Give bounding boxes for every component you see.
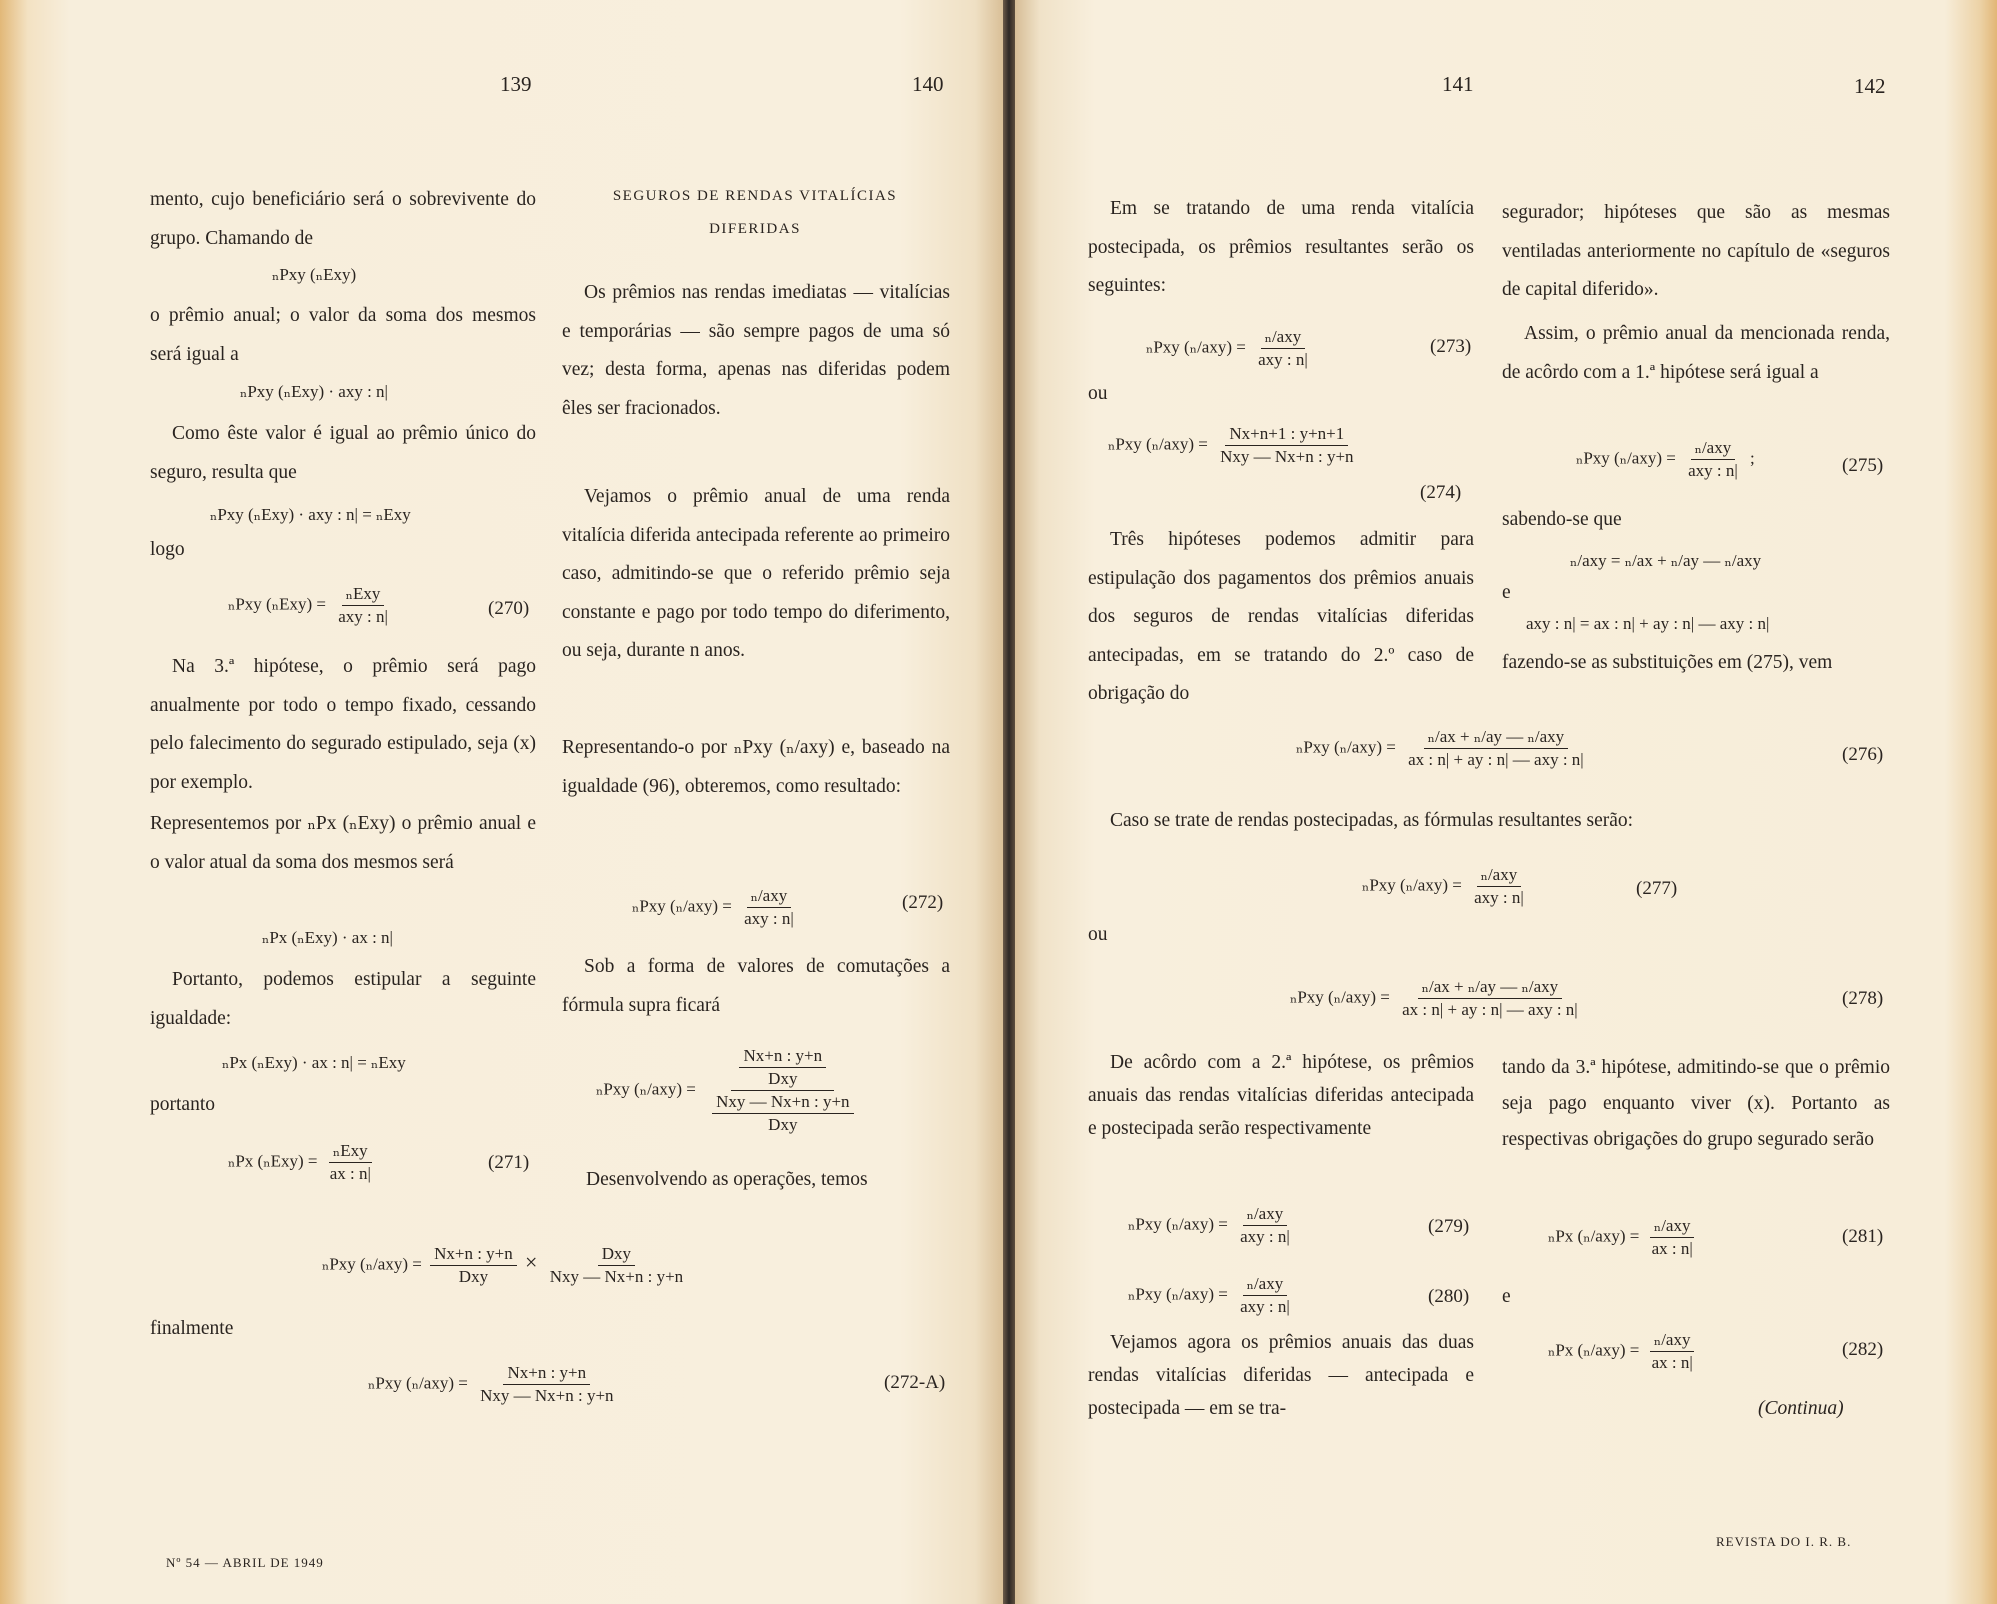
equation-number-274: (274) <box>1420 482 1462 503</box>
formula-278-lhs: ₙPxy (ₙ/axy) = <box>1290 987 1390 1007</box>
book-gutter <box>1003 0 1015 1604</box>
p140-section-heading-line1: SEGUROS DE RENDAS VITALÍCIAS <box>612 188 898 204</box>
formula-281-lhs: ₙPx (ₙ/axy) = <box>1548 1226 1640 1246</box>
formula-276-numerator: ₙ/ax + ₙ/ay — ₙ/axy <box>1424 727 1568 749</box>
p139-paragraph-4: Na 3.ª hipótese, o prêmio será pago anualmente por todo o tempo fixado, cessando pelo falecimento do segurado estipulado, seja (x) por exemplo. <box>150 656 536 793</box>
p142-footer: REVISTA DO I. R. B. <box>1716 1534 1852 1549</box>
formula-product-numerator-2: Dxy <box>598 1244 635 1266</box>
p142-paragraph-3: fazendo-se as substituições em (275), vem <box>1502 652 1833 673</box>
formula-280-fraction <box>1236 1274 1294 1317</box>
formula-274-fraction <box>1216 424 1357 467</box>
formula-281-fraction <box>1648 1216 1697 1259</box>
formula-277-numerator: ₙ/axy <box>1477 865 1522 887</box>
p142-paragraph-2: Assim, o prêmio anual da mencionada renda, de acôrdo com a 1.ª hipótese será igual a <box>1502 323 1890 383</box>
p140-paragraph-1: Os prêmios nas rendas imediatas — vitalícias e temporárias — são sempre pagos de uma só vez; desta forma, apenas nas diferidas podem êles ser fracionados. <box>562 282 950 419</box>
formula-279 <box>1128 1204 1298 1247</box>
formula-271-numerator: ₙExy <box>329 1141 372 1163</box>
formula-279-denominator: axy : n| <box>1240 1227 1290 1246</box>
formula-282-fraction <box>1648 1330 1697 1373</box>
formula-277-fraction <box>1470 865 1528 908</box>
formula-274-denominator: Nxy — Nx+n : y+n <box>1220 447 1354 466</box>
p140-paragraph-5: Desenvolvendo as operações, temos <box>586 1169 868 1190</box>
formula-commutation-top-numerator: Nx+n : y+n <box>739 1046 826 1068</box>
formula-276-denominator: ax : n| + ay : n| — axy : n| <box>1408 750 1584 769</box>
formula-274-numerator: Nx+n+1 : y+n+1 <box>1225 424 1348 446</box>
formula-commutation-top-fraction <box>739 1046 826 1089</box>
formula-270-denominator: axy : n| <box>338 607 388 626</box>
equation-number-272: (272) <box>902 892 944 913</box>
formula-270-fraction <box>334 584 392 627</box>
p139-formula-2: ₙPxy (ₙExy) · axy : n| <box>240 382 388 401</box>
formula-273-numerator: ₙ/axy <box>1261 327 1306 349</box>
formula-272-denominator: axy : n| <box>744 909 794 928</box>
p139-formula-5: ₙPx (ₙExy) · ax : n| = ₙExy <box>222 1053 406 1072</box>
formula-272a <box>368 1363 622 1406</box>
p139-formula-3: ₙPxy (ₙExy) · axy : n| = ₙExy <box>210 505 411 524</box>
formula-275-lhs: ₙPxy (ₙ/axy) = <box>1576 448 1676 468</box>
page-number-139: 139 <box>500 72 532 96</box>
formula-product-lhs: ₙPxy (ₙ/axy) = <box>322 1254 422 1274</box>
p141-paragraph-2: Três hipóteses podemos admitir para estipulação dos pagamentos dos prêmios anuais dos seguros de rendas vitalícias diferidas antecipadas, em se tratando do 2.º caso de obrigação do <box>1088 529 1474 704</box>
equation-number-277: (277) <box>1636 878 1678 899</box>
formula-274-lhs: ₙPxy (ₙ/axy) = <box>1108 434 1208 454</box>
p142-paragraph-4: tando da 3.ª hipótese, admitindo-se que o prêmio seja pago enquanto viver (x). Portanto as respectivas obrigações do grupo segurado serão <box>1502 1057 1890 1150</box>
formula-278-denominator: ax : n| + ay : n| — axy : n| <box>1402 1000 1578 1019</box>
p139-logo-word: logo <box>150 539 185 560</box>
formula-281 <box>1548 1216 1701 1259</box>
p139-paragraph-1: mento, cujo beneficiário será o sobrevivente do grupo. Chamando de <box>150 189 536 249</box>
formula-product-fraction-1 <box>430 1244 517 1287</box>
formula-278-fraction <box>1398 977 1582 1020</box>
formula-279-fraction <box>1236 1204 1294 1247</box>
formula-275 <box>1576 438 1755 481</box>
formula-271-lhs: ₙPx (ₙExy) = <box>228 1151 318 1171</box>
p142-e-word-1: e <box>1502 582 1511 603</box>
p141-ou-1: ou <box>1088 383 1108 404</box>
equation-number-275: (275) <box>1842 455 1884 476</box>
formula-272a-fraction <box>476 1363 617 1406</box>
formula-278 <box>1290 977 1586 1020</box>
equation-number-271: (271) <box>488 1152 530 1173</box>
equation-number-270: (270) <box>488 598 530 619</box>
equation-number-279: (279) <box>1428 1216 1470 1237</box>
formula-278-numerator: ₙ/ax + ₙ/ay — ₙ/axy <box>1418 977 1562 999</box>
p142-formula-identity-2: axy : n| = ax : n| + ay : n| — axy : n| <box>1526 614 1770 633</box>
p142-paragraph-1: segurador; hipóteses que são as mesmas ventiladas anteriormente no capítulo de «seguros de capital diferido». <box>1502 202 1890 300</box>
formula-275-numerator: ₙ/axy <box>1691 438 1736 460</box>
formula-product <box>322 1244 691 1287</box>
p139-paragraph-2: o prêmio anual; o valor da soma dos mesmos será igual a <box>150 305 536 365</box>
formula-commutation-top-denominator: Dxy <box>768 1069 798 1088</box>
p140-paragraph-3: Representando-o por ₙPxy (ₙ/axy) e, baseado na igualdade (96), obteremos, como resultado: <box>562 737 950 797</box>
p141-paragraph-5: Vejamos agora os prêmios anuais das duas rendas vitalícias diferidas — antecipada e postecipada — em se tra- <box>1088 1332 1474 1419</box>
formula-277 <box>1362 865 1532 908</box>
formula-commutation-lhs: ₙPxy (ₙ/axy) = <box>596 1079 696 1099</box>
formula-279-lhs: ₙPxy (ₙ/axy) = <box>1128 1214 1228 1234</box>
formula-273 <box>1146 327 1316 370</box>
p139-paragraph-3: Como êste valor é igual ao prêmio único do seguro, resulta que <box>150 423 536 483</box>
formula-commutation-main-fraction <box>704 1046 861 1135</box>
formula-271 <box>228 1141 379 1184</box>
p140-section-heading-line2: DIFERIDAS <box>709 221 801 237</box>
formula-279-numerator: ₙ/axy <box>1243 1204 1288 1226</box>
formula-280 <box>1128 1274 1298 1317</box>
p141-paragraph-1: Em se tratando de uma renda vitalícia postecipada, os prêmios resultantes serão os seguintes: <box>1088 198 1474 296</box>
formula-282 <box>1548 1330 1701 1373</box>
p141-ou-2: ou <box>1088 924 1108 945</box>
formula-275-fraction <box>1684 438 1742 481</box>
formula-281-denominator: ax : n| <box>1651 1239 1693 1258</box>
formula-commutation <box>596 1046 866 1135</box>
formula-282-numerator: ₙ/axy <box>1650 1330 1695 1352</box>
formula-282-denominator: ax : n| <box>1651 1353 1693 1372</box>
p141-paragraph-3: Caso se trate de rendas postecipadas, as fórmulas resultantes serão: <box>1110 810 1634 831</box>
p139-portanto-word: portanto <box>150 1094 215 1115</box>
p142-sabendo-se-que: sabendo-se que <box>1502 509 1622 530</box>
formula-280-lhs: ₙPxy (ₙ/axy) = <box>1128 1284 1228 1304</box>
formula-277-lhs: ₙPxy (ₙ/axy) = <box>1362 875 1462 895</box>
formula-275-semicolon: ; <box>1750 448 1755 468</box>
equation-number-276: (276) <box>1842 744 1884 765</box>
p139-paragraph-5: Representemos por ₙPx (ₙExy) o prêmio anual e o valor atual da soma dos mesmos será <box>150 813 536 873</box>
formula-271-denominator: ax : n| <box>329 1164 371 1183</box>
equation-number-273: (273) <box>1430 336 1472 357</box>
formula-272a-lhs: ₙPxy (ₙ/axy) = <box>368 1373 468 1393</box>
p142-e-word-2: e <box>1502 1286 1511 1307</box>
p140-paragraph-2: Vejamos o prêmio anual de uma renda vitalícia diferida antecipada referente ao primeiro caso, admitindo-se que o referido prêmio seja constante e pago por todo tempo do diferimento, ou seja, durante n anos. <box>562 486 950 661</box>
formula-276 <box>1296 727 1592 770</box>
formula-270-numerator: ₙExy <box>342 584 385 606</box>
p142-formula-identity-1: ₙ/axy = ₙ/ax + ₙ/ay — ₙ/axy <box>1570 551 1762 570</box>
formula-product-fraction-2 <box>546 1244 687 1287</box>
multiplication-sign: × <box>525 1249 538 1275</box>
p139-formula-4: ₙPx (ₙExy) · ax : n| <box>262 928 393 947</box>
formula-280-denominator: axy : n| <box>1240 1297 1290 1316</box>
formula-product-numerator-1: Nx+n : y+n <box>430 1244 517 1266</box>
formula-product-denominator-2: Nxy — Nx+n : y+n <box>549 1267 684 1286</box>
page-number-141: 141 <box>1442 72 1474 96</box>
formula-273-fraction <box>1254 327 1312 370</box>
formula-280-numerator: ₙ/axy <box>1243 1274 1288 1296</box>
formula-commutation-bottom-numerator: Nxy — Nx+n : y+n <box>712 1092 853 1114</box>
formula-272a-numerator: Nx+n : y+n <box>503 1363 590 1385</box>
formula-271-fraction <box>326 1141 375 1184</box>
p139-paragraph-6: Portanto, podemos estipular a seguinte igualdade: <box>150 969 536 1029</box>
formula-product-denominator-1: Dxy <box>458 1267 489 1286</box>
formula-272 <box>632 886 802 929</box>
page-number-142: 142 <box>1854 74 1886 98</box>
formula-272-numerator: ₙ/axy <box>747 886 792 908</box>
page-number-140: 140 <box>912 72 944 96</box>
equation-number-281: (281) <box>1842 1226 1884 1247</box>
equation-number-272a: (272-A) <box>884 1372 946 1393</box>
formula-commutation-bottom-fraction <box>712 1092 853 1135</box>
p139-formula-1: ₙPxy (ₙExy) <box>272 265 357 284</box>
formula-270-lhs: ₙPxy (ₙExy) = <box>228 594 326 614</box>
p139-finalmente-word: finalmente <box>150 1318 234 1339</box>
formula-276-lhs: ₙPxy (ₙ/axy) = <box>1296 737 1396 757</box>
formula-274 <box>1108 424 1362 467</box>
equation-number-280: (280) <box>1428 1286 1470 1307</box>
formula-270 <box>228 584 396 627</box>
formula-272a-denominator: Nxy — Nx+n : y+n <box>480 1386 614 1405</box>
formula-272-lhs: ₙPxy (ₙ/axy) = <box>632 896 732 916</box>
p141-paragraph-4: De acôrdo com a 2.ª hipótese, os prêmios anuais das rendas vitalícias diferidas antecipada e postecipada serão respectivamente <box>1088 1052 1474 1139</box>
p140-paragraph-4: Sob a forma de valores de comutações a fórmula supra ficará <box>562 956 950 1016</box>
equation-number-278: (278) <box>1842 988 1884 1009</box>
formula-commutation-bottom-denominator: Dxy <box>768 1115 798 1134</box>
p139-footer: Nº 54 — ABRIL DE 1949 <box>166 1555 324 1570</box>
formula-272-fraction <box>740 886 798 929</box>
formula-273-lhs: ₙPxy (ₙ/axy) = <box>1146 337 1246 357</box>
equation-number-282: (282) <box>1842 1339 1884 1360</box>
formula-273-denominator: axy : n| <box>1258 350 1308 369</box>
formula-275-denominator: axy : n| <box>1688 461 1738 480</box>
continua-label: (Continua) <box>1758 1398 1844 1419</box>
formula-commutation-bottom <box>704 1091 861 1135</box>
formula-281-numerator: ₙ/axy <box>1650 1216 1695 1238</box>
formula-282-lhs: ₙPx (ₙ/axy) = <box>1548 1340 1640 1360</box>
formula-commutation-top <box>731 1046 834 1091</box>
formula-276-fraction <box>1404 727 1588 770</box>
formula-277-denominator: axy : n| <box>1474 888 1524 907</box>
